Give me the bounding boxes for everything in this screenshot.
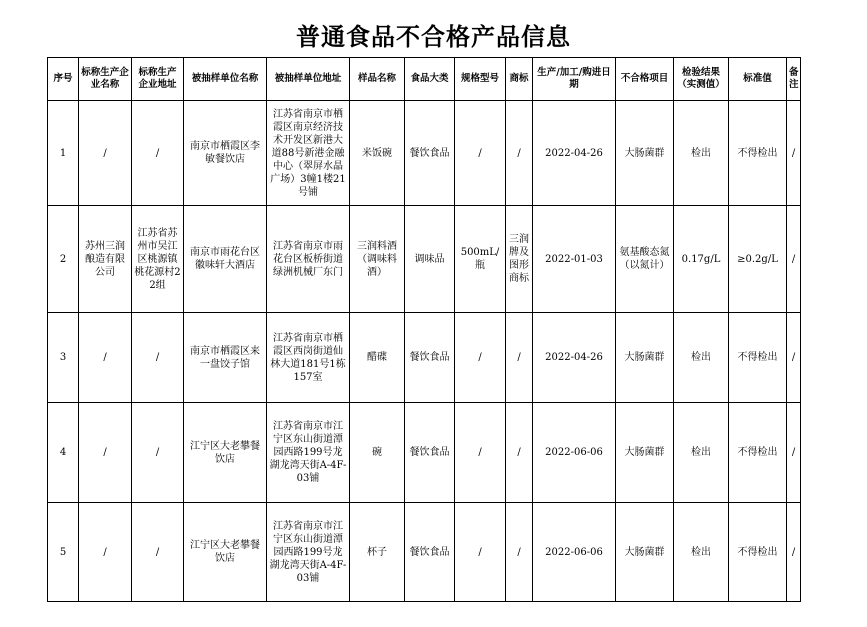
table-cell: 大肠菌群	[616, 101, 674, 206]
table-cell: 江苏省南京市江宁区东山街道潭园西路199号龙湖龙湾天街A-4F-03铺	[267, 403, 350, 503]
table-cell: 1	[48, 101, 79, 206]
header-cell: 商标	[506, 58, 533, 101]
table-row	[48, 206, 801, 313]
table-cell: /	[79, 313, 132, 403]
table-cell: 三润料酒（调味料酒）	[350, 206, 405, 313]
table-cell: 醋碟	[350, 313, 405, 403]
table-cell: /	[79, 503, 132, 602]
header-row	[48, 58, 801, 101]
table-cell: /	[787, 503, 801, 602]
table-cell: /	[506, 101, 533, 206]
table-cell: 3	[48, 313, 79, 403]
table-cell: 500mL/瓶	[455, 206, 506, 313]
header-cell: 标称生产企业地址	[132, 58, 184, 101]
table-cell: 江苏省南京市栖霞区西岗街道仙林大道181号1栋157室	[267, 313, 350, 403]
table-cell: /	[132, 313, 184, 403]
table-cell: 不得检出	[729, 503, 787, 602]
table-cell: /	[79, 403, 132, 503]
table-cell: 三润牌及图形商标	[506, 206, 533, 313]
table-cell: 餐饮食品	[405, 403, 455, 503]
table-cell: 2022-04-26	[533, 101, 616, 206]
table-cell: 南京市栖霞区来一盘饺子馆	[184, 313, 267, 403]
table-cell: 2022-01-03	[533, 206, 616, 313]
table-cell: 2	[48, 206, 79, 313]
table-cell: /	[455, 101, 506, 206]
header-cell: 检验结果（实测值）	[674, 58, 729, 101]
table-cell: ≥0.2g/L	[729, 206, 787, 313]
table-cell: 2022-06-06	[533, 403, 616, 503]
table-cell: 江苏省南京市雨花台区板桥街道绿洲机械厂东门	[267, 206, 350, 313]
unqualified-products-table	[47, 57, 801, 602]
table-cell: 0.17g/L	[674, 206, 729, 313]
table-cell: 不得检出	[729, 313, 787, 403]
table-cell: /	[506, 313, 533, 403]
table-cell: 检出	[674, 403, 729, 503]
table-cell: 苏州三润酿造有限公司	[79, 206, 132, 313]
table-row	[48, 403, 801, 503]
table-cell: 大肠菌群	[616, 503, 674, 602]
table-cell: 江宁区大老攀餐饮店	[184, 503, 267, 602]
table-cell: 米饭碗	[350, 101, 405, 206]
table-cell: 江苏省南京市栖霞区南京经济技术开发区新港大道88号新港金融中心（翠屏水晶广场）3幢1楼21号铺	[267, 101, 350, 206]
table-cell: 检出	[674, 313, 729, 403]
header-cell: 序号	[48, 58, 79, 101]
table-cell: 餐饮食品	[405, 313, 455, 403]
table-cell: 5	[48, 503, 79, 602]
header-cell: 标准值	[729, 58, 787, 101]
table-cell: 氨基酸态氮（以氮计）	[616, 206, 674, 313]
table-cell: 餐饮食品	[405, 101, 455, 206]
table-cell: /	[455, 503, 506, 602]
header-cell: 被抽样单位地址	[267, 58, 350, 101]
table-cell: 调味品	[405, 206, 455, 313]
table-cell: /	[787, 206, 801, 313]
header-cell: 规格型号	[455, 58, 506, 101]
table-cell: /	[506, 503, 533, 602]
table-cell: /	[506, 403, 533, 503]
table-cell: /	[787, 313, 801, 403]
table-cell: /	[455, 403, 506, 503]
table-cell: 大肠菌群	[616, 313, 674, 403]
table-cell: 2022-06-06	[533, 503, 616, 602]
table-cell: 检出	[674, 503, 729, 602]
table-cell: /	[132, 503, 184, 602]
table-cell: /	[132, 403, 184, 503]
page-title: 普通食品不合格产品信息	[296, 23, 571, 51]
header-cell: 样品名称	[350, 58, 405, 101]
table-cell: 南京市雨花台区徽味轩大酒店	[184, 206, 267, 313]
header-cell: 标称生产企业名称	[79, 58, 132, 101]
table-cell: 南京市栖霞区李敏餐饮店	[184, 101, 267, 206]
header-cell: 被抽样单位名称	[184, 58, 267, 101]
header-cell: 不合格项目	[616, 58, 674, 101]
table-cell: 4	[48, 403, 79, 503]
table-cell: 检出	[674, 101, 729, 206]
table-cell: 不得检出	[729, 101, 787, 206]
header-cell: 备注	[787, 58, 801, 101]
table-cell: /	[79, 101, 132, 206]
table-cell: 江苏省南京市江宁区东山街道潭园西路199号龙湖龙湾天街A-4F-03铺	[267, 503, 350, 602]
table-cell: 江苏省苏州市吴江区桃源镇桃花源村22组	[132, 206, 184, 313]
table-cell: 杯子	[350, 503, 405, 602]
table-row	[48, 101, 801, 206]
table-cell: 大肠菌群	[616, 403, 674, 503]
header-cell: 生产/加工/购进日期	[533, 58, 616, 101]
table-cell: /	[132, 101, 184, 206]
table-cell: 2022-04-26	[533, 313, 616, 403]
table-cell: 不得检出	[729, 403, 787, 503]
table-cell: /	[787, 403, 801, 503]
table-cell: 碗	[350, 403, 405, 503]
table-cell: 江宁区大老攀餐饮店	[184, 403, 267, 503]
table-cell: /	[787, 101, 801, 206]
table-cell: 餐饮食品	[405, 503, 455, 602]
table-row	[48, 503, 801, 602]
table-row	[48, 313, 801, 403]
table-cell: /	[455, 313, 506, 403]
header-cell: 食品大类	[405, 58, 455, 101]
